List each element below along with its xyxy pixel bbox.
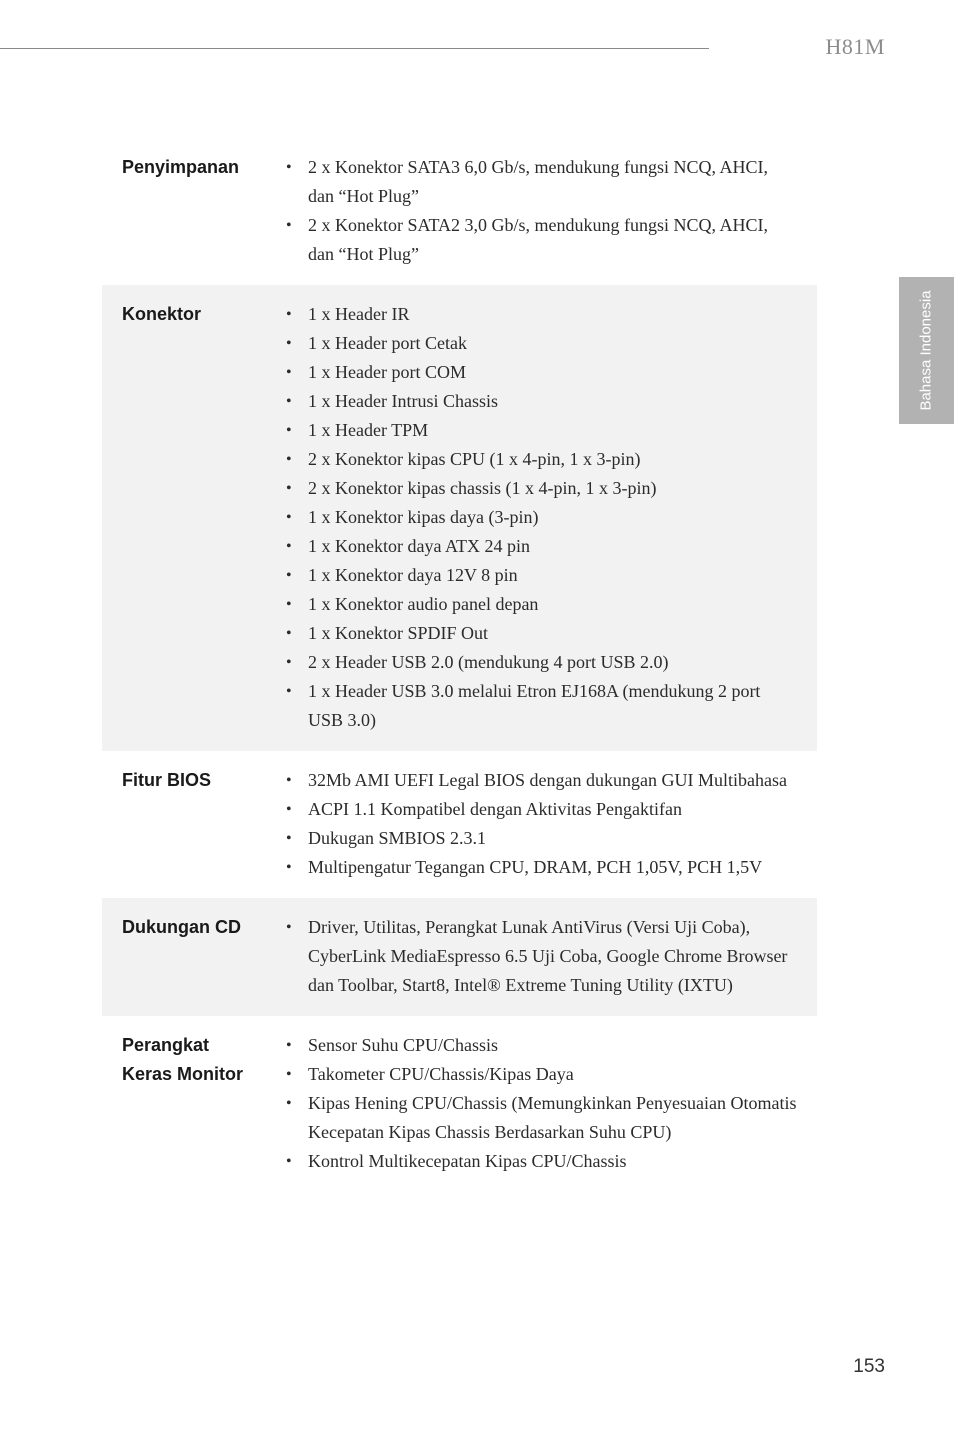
spec-value-list (262, 300, 817, 735)
spec-row-bios (102, 751, 817, 898)
spec-value-list (262, 153, 817, 269)
spec-value: • 1 x Header Intrusi Chassis (262, 387, 797, 416)
spec-value: • 1 x Konektor daya 12V 8 pin (262, 561, 797, 590)
spec-value: • 1 x Konektor SPDIF Out (262, 619, 797, 648)
spec-value: • 2 x Header USB 2.0 (mendukung 4 port USB 2.0) (262, 648, 797, 677)
spec-value: • 32Mb AMI UEFI Legal BIOS dengan dukungan GUI Multibahasa (262, 766, 797, 795)
spec-value: • 2 x Konektor kipas chassis (1 x 4-pin, 1 x 3-pin) (262, 474, 797, 503)
spec-value: • 1 x Konektor audio panel depan (262, 590, 797, 619)
spec-value: • 1 x Header port COM (262, 358, 797, 387)
spec-value: • 1 x Header IR (262, 300, 797, 329)
language-tab-label: Bahasa Indonesia (918, 290, 936, 411)
spec-row-storage (102, 138, 817, 285)
spec-value: • 1 x Konektor daya ATX 24 pin (262, 532, 797, 561)
spec-label: Dukungan CD (122, 917, 241, 937)
spec-value: • Kontrol Multikecepatan Kipas CPU/Chassis (262, 1147, 797, 1176)
spec-value-list (262, 1031, 817, 1176)
spec-row-connectors (102, 285, 817, 751)
header-rule (0, 48, 709, 49)
page-number: 153 (853, 1356, 885, 1377)
spec-label: Fitur BIOS (122, 770, 211, 790)
language-tab (899, 277, 954, 424)
spec-value-list (262, 913, 817, 1000)
spec-label: Perangkat Keras Monitor (122, 1035, 244, 1084)
spec-value-list (262, 766, 817, 882)
spec-value: • 2 x Konektor SATA3 6,0 Gb/s, mendukung fungsi NCQ, AHCI, dan “Hot Plug” (262, 153, 797, 211)
spec-table (102, 138, 817, 1192)
spec-value: • Sensor Suhu CPU/Chassis (262, 1031, 797, 1060)
spec-row-support-cd (102, 898, 817, 1016)
model-title: H81M (825, 34, 885, 59)
spec-value: • ACPI 1.1 Kompatibel dengan Aktivitas Pengaktifan (262, 795, 797, 824)
spec-label: Konektor (122, 304, 202, 324)
spec-row-hardware-monitor (102, 1016, 817, 1192)
spec-label: Penyimpanan (122, 157, 240, 177)
spec-value: • 2 x Konektor SATA2 3,0 Gb/s, mendukung fungsi NCQ, AHCI, dan “Hot Plug” (262, 211, 797, 269)
spec-value: • 2 x Konektor kipas CPU (1 x 4-pin, 1 x 3-pin) (262, 445, 797, 474)
spec-value: • 1 x Konektor kipas daya (3-pin) (262, 503, 797, 532)
spec-value: • 1 x Header USB 3.0 melalui Etron EJ168A (mendukung 2 port USB 3.0) (262, 677, 797, 735)
spec-value: • Takometer CPU/Chassis/Kipas Daya (262, 1060, 797, 1089)
spec-value: • Driver, Utilitas, Perangkat Lunak AntiVirus (Versi Uji Coba), CyberLink MediaEspresso 6.5 Uji Coba, Google Chrome Browser dan Toolbar, Start8, Intel® Extreme Tuning Utility (IXTU) (262, 913, 797, 1000)
spec-value: • Dukugan SMBIOS 2.3.1 (262, 824, 797, 853)
spec-value: • 1 x Header port Cetak (262, 329, 797, 358)
spec-value: • 1 x Header TPM (262, 416, 797, 445)
spec-value: • Multipengatur Tegangan CPU, DRAM, PCH 1,05V, PCH 1,5V (262, 853, 797, 882)
spec-value: • Kipas Hening CPU/Chassis (Memungkinkan Penyesuaian Otomatis Kecepatan Kipas Chassis Berdasarkan Suhu CPU) (262, 1089, 797, 1147)
